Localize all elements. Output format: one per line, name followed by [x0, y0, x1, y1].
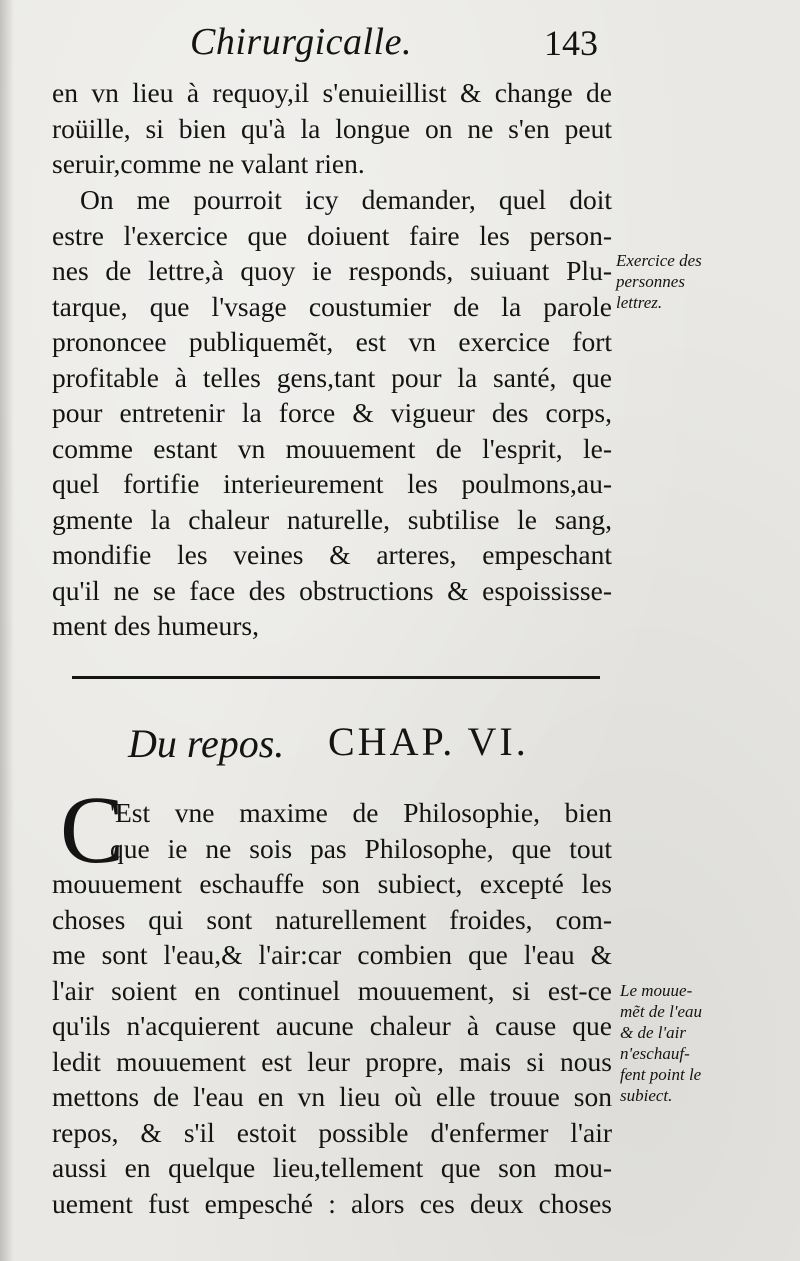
text-line: uement fust empesché : alors ces deux choses	[52, 1187, 612, 1219]
text-line: roüille, si bien qu'à la longue on ne s'en peut	[52, 112, 612, 144]
text-line: en vn lieu à requoy,il s'enuieillist & change de	[52, 77, 612, 108]
text-line: pour entretenir la force & vigueur des corps,	[52, 397, 612, 428]
text-line: repos, & s'il estoit possible d'enfermer l'air	[52, 1116, 612, 1148]
margin-note-line: subiect.	[620, 1086, 673, 1105]
text-line: choses qui sont naturellement froides, com-	[52, 903, 612, 935]
margin-note-line: n'eschauf-	[620, 1044, 690, 1063]
text-line: prononcee publiquemẽt, est vn exercice fort	[52, 326, 612, 357]
chapter-subtitle: Du repos.	[128, 721, 285, 766]
paragraph-repos	[52, 795, 612, 1221]
text-line: estre l'exercice que doiuent faire les person-	[52, 219, 612, 251]
text-line: nes de lettre,à quoy ie responds, suiuant Plu-	[52, 255, 612, 286]
chapter-number: CHAP. VI.	[328, 719, 529, 764]
paragraph-exercise	[52, 182, 612, 644]
text-line: quel fortifie interieurement les poulmons,au-	[52, 468, 612, 499]
paragraph-continuation	[52, 75, 612, 182]
text-line: mettons de l'eau en vn lieu où elle trouue son	[52, 1081, 612, 1112]
text-line: seruir,comme ne valant rien.	[52, 148, 365, 179]
text-line: ledit mouuement est leur propre, mais si nous	[52, 1045, 612, 1077]
page-number: 143	[544, 23, 598, 63]
margin-note-line: Exercice des	[616, 251, 702, 270]
margin-note-line: & de l'air	[620, 1023, 686, 1042]
text-line: qu'il ne se face des obstructions & espoississe-	[52, 574, 612, 606]
margin-note-line: Le mouue-	[620, 981, 693, 1000]
text-line: aussi en quelque lieu,tellement que son mou-	[52, 1152, 612, 1183]
margin-note-line: fent point le	[620, 1065, 702, 1084]
text-line: que ie ne sois pas Philosophe, que tout	[110, 832, 612, 864]
page-gutter-shadow	[0, 0, 14, 1261]
text-line: comme estant vn mouuement de l'esprit, le-	[52, 432, 612, 464]
text-line: mondifie les veines & arteres, empeschant	[52, 539, 612, 570]
running-header-title: Chirurgicalle.	[190, 21, 412, 63]
drop-cap: C	[60, 776, 125, 883]
margin-note-exercise	[616, 250, 702, 313]
margin-note-line: mẽt de l'eau	[620, 1002, 702, 1021]
text-line: gmente la chaleur naturelle, subtilise le sang,	[52, 503, 612, 535]
text-line: l'air soient en continuel mouuement, si est-ce	[52, 974, 612, 1006]
text-line: profitable à telles gens,tant pour la santé, que	[52, 361, 612, 393]
margin-note-line: lettrez.	[616, 293, 663, 312]
margin-note-movement	[620, 980, 702, 1106]
text-line: mouuement eschauffe son subiect, excepté les	[52, 868, 612, 899]
text-line: qu'ils n'acquierent aucune chaleur à cause que	[52, 1010, 612, 1041]
text-line: On me pourroit icy demander, quel doit	[80, 184, 612, 215]
section-divider-rule	[72, 676, 600, 679]
text-line: ment des humeurs,	[52, 610, 259, 641]
text-line: tarque, que l'vsage coustumier de la parole	[52, 290, 612, 322]
text-line: 'Est vne maxime de Philosophie, bien	[110, 797, 612, 828]
text-line: me sont l'eau,& l'air:car combien que l'eau &	[52, 939, 612, 970]
margin-note-line: personnes	[616, 272, 685, 291]
